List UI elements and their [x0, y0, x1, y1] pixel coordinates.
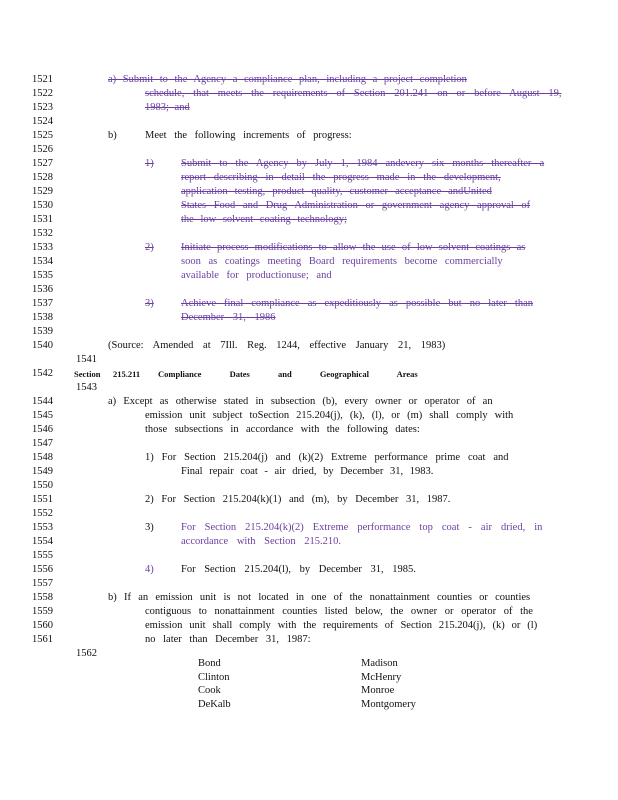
text-1523: 1983; and	[145, 102, 190, 113]
section-label: Section	[74, 369, 101, 379]
label-a4: 4)	[145, 564, 154, 575]
text-1556: For Section 215.204(l), by December 31, 1985.	[181, 564, 416, 575]
county-name: McHenry	[361, 671, 402, 683]
line-number: 1542	[32, 368, 53, 379]
text-1546: those subsections in accordance with the following dates:	[145, 424, 420, 435]
line-number: 1558	[32, 592, 53, 603]
label-b: b)	[108, 130, 117, 141]
line-number: 1546	[32, 424, 53, 435]
line-number: 1540	[32, 340, 53, 351]
label-1: 1)	[145, 158, 154, 169]
section-number: 215.211	[113, 369, 141, 379]
county-name: Bond	[198, 658, 221, 669]
county-name: Cook	[198, 685, 221, 697]
line-number: 1541	[76, 354, 97, 365]
text-1558: b) If an emission unit is not located in one of the nonattainment counties or counties	[108, 592, 531, 603]
line-number: 1533	[32, 242, 53, 253]
line-number: 1530	[32, 200, 53, 211]
line-number: 1534	[32, 256, 53, 267]
line-number: 1535	[32, 270, 53, 281]
text-1521: a) Submit to the Agency a compliance plan, including a project completion	[108, 74, 467, 85]
text-1522: schedule, that meets the requirements of Section 201.241 on or before August 19,	[145, 88, 562, 99]
county-name: Clinton	[198, 671, 230, 683]
text-1537: Achieve final compliance as expeditiously as possible but no later than	[181, 298, 533, 309]
line-number: 1549	[32, 466, 53, 477]
text-1527: Submit to the Agency by July 1, 1984 andevery six months thereafter a	[181, 158, 545, 169]
line-number: 1531	[32, 214, 53, 225]
line-number: 1557	[32, 578, 53, 589]
text-1538: December 31, 1986	[181, 312, 276, 323]
label-2: 2)	[145, 242, 154, 253]
county-name: Madison	[361, 658, 398, 669]
text-1554: accordance with Section 215.210.	[181, 536, 341, 547]
line-number: 1529	[32, 186, 53, 197]
source-note: (Source: Amended at 7Ill. Reg. 1244, effective January 21, 1983)	[108, 340, 446, 351]
line-number: 1556	[32, 564, 53, 575]
text-1525: Meet the following increments of progress:	[145, 130, 352, 141]
line-number: 1560	[32, 620, 53, 631]
line-number: 1547	[32, 438, 53, 449]
text-1528: report describing in detail the progress made in the development,	[181, 172, 501, 183]
text-1553: For Section 215.204(k)(2) Extreme performance top coat - air dried, in	[181, 522, 543, 533]
line-number: 1536	[32, 284, 53, 295]
text-1559: contiguous to nonattainment counties listed below, the owner or operator of the	[145, 606, 533, 617]
line-number: 1525	[32, 130, 53, 141]
text-1545: emission unit subject toSection 215.204(j), (k), (l), or (m) shall comply with	[145, 410, 514, 421]
county-name: Monroe	[361, 685, 395, 697]
line-number: 1528	[32, 172, 53, 183]
line-number: 1543	[76, 382, 97, 393]
line-number: 1551	[32, 494, 53, 505]
line-number: 1527	[32, 158, 53, 169]
text-1549: Final repair coat - air dried, by December 31, 1983.	[181, 466, 434, 477]
line-number: 1553	[32, 522, 53, 533]
line-number: 1561	[32, 634, 53, 645]
line-number: 1552	[32, 508, 53, 519]
section-title: Compliance Dates and Geographical Areas	[158, 369, 418, 379]
label-a3: 3)	[145, 522, 154, 533]
text-1533: Initiate process modifications to allow the use of low solvent coatings as	[181, 242, 526, 253]
line-number: 1562	[76, 648, 97, 659]
line-number: 1539	[32, 326, 53, 337]
line-number: 1523	[32, 102, 53, 113]
county-name: DeKalb	[198, 698, 231, 710]
line-number: 1522	[32, 88, 53, 99]
line-number: 1537	[32, 298, 53, 309]
line-number: 1545	[32, 410, 53, 421]
text-1531: the low solvent coating technology;	[181, 214, 347, 225]
text-1535: available for productionuse; and	[181, 270, 332, 281]
text-1544: a) Except as otherwise stated in subsection (b), every owner or operator of an	[108, 396, 493, 407]
text-1529: application testing, product quality, customer acceptance andUnited	[181, 186, 492, 197]
county-name: Montgomery	[361, 698, 416, 710]
text-1560: emission unit shall comply with the requirements of Section 215.204(j), (k) or (l)	[145, 620, 538, 631]
line-number: 1555	[32, 550, 53, 561]
line-number: 1554	[32, 536, 53, 547]
line-number: 1526	[32, 144, 53, 155]
line-number: 1538	[32, 312, 53, 323]
line-number: 1532	[32, 228, 53, 239]
line-number: 1524	[32, 116, 53, 127]
text-1548: 1) For Section 215.204(j) and (k)(2) Extreme performance prime coat and	[145, 452, 509, 463]
label-3: 3)	[145, 298, 154, 309]
text-1561: no later than December 31, 1987:	[145, 634, 311, 645]
line-number: 1559	[32, 606, 53, 617]
text-1551: 2) For Section 215.204(k)(1) and (m), by December 31, 1987.	[145, 494, 451, 505]
text-1534: soon as coatings meeting Board requirements become commercially	[181, 256, 503, 267]
line-number: 1550	[32, 480, 53, 491]
text-1530: States Food and Drug Administration or government agency approval of	[181, 200, 531, 211]
line-number: 1521	[32, 74, 53, 85]
line-number: 1544	[32, 396, 53, 407]
line-number: 1548	[32, 452, 53, 463]
